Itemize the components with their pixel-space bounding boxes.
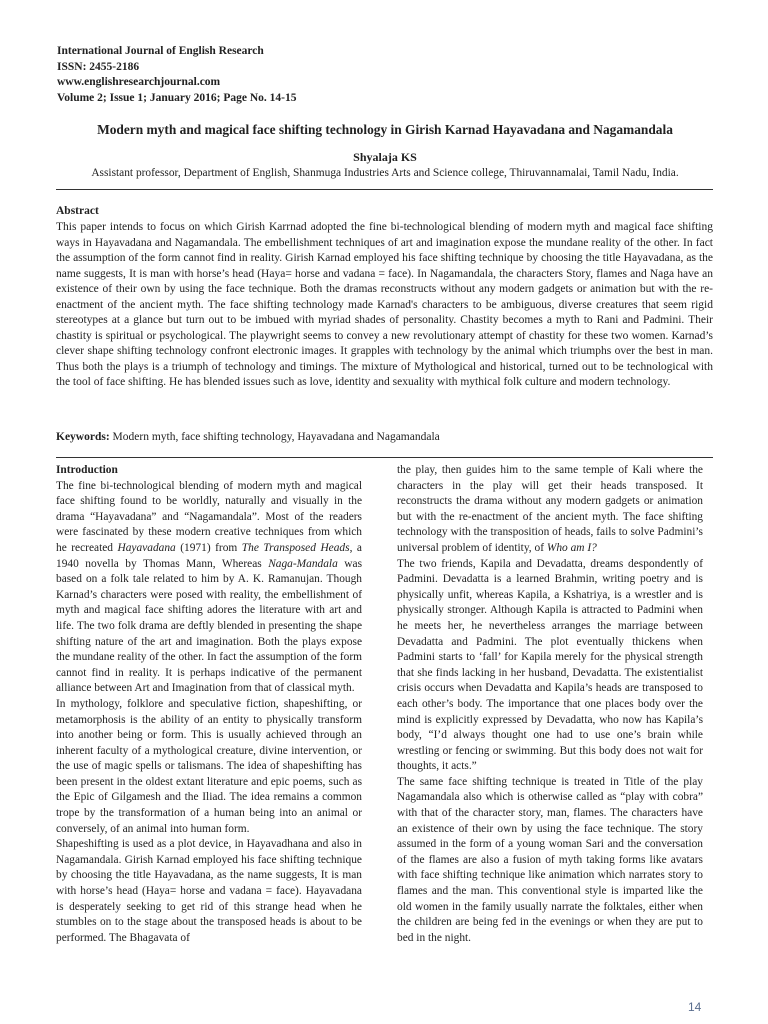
- keywords-label: Keywords:: [56, 431, 110, 443]
- keywords-text: Modern myth, face shifting technology, Hayavadana and Nagamandala: [112, 431, 440, 443]
- journal-website: www.englishresearchjournal.com: [57, 76, 221, 88]
- body-column-left: [56, 463, 362, 946]
- abstract-text: This paper intends to focus on which Girish Karrnad adopted the fine bi-technological blending of modern myth and magical face shifting ways in Hayavadana and Nagamandala. The embellishment techniques of art and imagination expose the mundane reality of the other. In fact the assumption of the form cannot find in reality. Girish Karnad employed his face shifting technique by choosing the title Hayavadana, as the name suggests, It is man with horse’s head (Haya= horse and vadana = face). In Nagamandala, the characters Story, flames and Naga have an existence of their own by using the face technique. Both the dramas reconstructs without any modern gadgets or animation but with the re-enactment of the ancient myth. The face shifting technology made Karnad's characters to be ambiguous, diverse creatures that seem rigid stereotypes at a glance but turn out to be imbued with myriad shades of personality. Chastity becomes a myth to Rani and Padmini. Their chastity is spiritual or psychological. The playwright seems to convey a new revolutionary attempt of chastity for these two women. Karnad’s clever shape shifting technology confront electronic images. It grapples with technology by the animal which triumphs over the best in man. Thus both the plays is a triumph of technology and timings. The mixture of Mythological and historical, turned out to be technological with the tool of face shifting. He has blended issues such as love, identity and sexuality with mythical folk culture and modern technology.: [56, 221, 713, 388]
- abstract-heading: Abstract: [56, 205, 99, 217]
- paper-title: Modern myth and magical face shifting technology in Girish Karnad Hayavadana and Nagamandala: [97, 122, 673, 137]
- keywords: [56, 430, 713, 446]
- page-number: 14: [688, 1000, 702, 1014]
- journal-name: International Journal of English Research: [57, 45, 264, 57]
- intro-paragraph-3: Shapeshifting is used as a plot device, in Hayavadhana and also in Nagamandala. Girish Karnad employed his face shifting technique by choosing the title Hayavadana, as the name suggests, It is man with horse’s head (Haya= horse and vadana = face). Hayavadana is desperately seeking to get rid of this strange head when he stumbles on to the stage about the transposed heads is about to be performed. The Bhagavata of: [56, 838, 362, 944]
- journal-header: [57, 44, 296, 106]
- intro-paragraph-4: the play, then guides him to the same temple of Kali where the characters in the play will get their heads transposed. It reconstructs the drama without any modern gadgets or animation but with the re-enactment of the ancient myth. The face shifting technology with the transposition of heads, fails to solve Padmini’s universal problem of identity, of Who am I?: [397, 464, 703, 554]
- divider-bottom: [56, 457, 713, 458]
- journal-volume: Volume 2; Issue 1; January 2016; Page No. 14-15: [57, 91, 297, 104]
- journal-issn: ISSN: 2455-2186: [57, 60, 140, 73]
- intro-paragraph-6: The same face shifting technique is treated in Title of the play Nagamandala also which is otherwise called as “play with cobra” with that of the character story, man, flames. The characters have an existence of their own by using the face technique. The story assumed in the form of a young woman Sari and the conversation of the flames are also a fusion of myth taking forms like avatars with face shifting technique like animation which narrates story to flames and the man. This conventional style is imparted like the old women in the family usually narrate the folktales, either when the children are being fed in the evenings or when they are put to bed in the night.: [397, 775, 703, 944]
- divider-top: [56, 189, 713, 190]
- intro-paragraph-5: The two friends, Kapila and Devadatta, dreams despondently of Padmini. Devadatta is a learned Brahmin, writing poetry and is physically unfit, whereas Kapila, a Kshatriya, is a wrestler and is physically stronger. Although Kapila is attracted to Padmini when he meets her, he nevertheless arranges the marriage between Devadatta and Padmini. The plot eventually thickens when Padmini starts to ‘fall’ for Kapila merely for the physical strength that she finds lacking in her husband, Devadatta. The existentialist crisis occurs when Devadatta and Kapila’s heads are transposed to each other’s body. The importance that one places body over the mind is explicitly expressed by Devadatta, who now has Kapila’s body, “I’d always thought one had to use one’s brain while wrestling or fencing or swimming. But this body does not wait for thoughts, it acts.”: [397, 557, 703, 773]
- body-column-right: [397, 463, 703, 946]
- intro-paragraph-1: The fine bi-technological blending of modern myth and magical face shifting found to be worldly, naturally and visually in the drama “Hayavadana” and “Nagamandala”. Most of the readers were fascinated by these modern creative techniques from which he recreated Hayavadana (1971) from The Transposed Heads, a 1940 novella by Thomas Mann, Whereas Naga-Mandala was based on a folk tale related to him by A. K. Ramanujan. Though Karnad’s characters were posed with reality, the embellishment of myth and magical face shifting adores the literature with art and life. The two folk drama are deftly blended in presenting the shape shifting nature of the art and imagination. Both the plays expose the mundane reality of the other. In fact the assumption of the form cannot find in reality. It is perhaps indicative of the permanent alliance between Art and Imagination from that of classical myth.: [56, 479, 362, 695]
- intro-paragraph-2: In mythology, folklore and speculative fiction, shapeshifting, or metamorphosis is the ability of an entity to physically transform into another being or form. This is usually achieved through an inherent faculty of a mythological creature, divine intervention, or the use of magic spells or talismans. The idea of shapeshifting has been present in the oldest extant literature and epic poems, such as the Epic of Gilgamesh and the Iliad. The idea remains a common trope by the transformation of a human being into an animal or conversely, of an animal into human form.: [56, 697, 362, 835]
- author-affiliation: Assistant professor, Department of English, Shanmuga Industries Arts and Science college, Thiruvannamalai, Tamil Nadu, India.: [91, 167, 679, 179]
- author-name: Shyalaja KS: [353, 150, 417, 164]
- introduction-heading: Introduction: [56, 464, 118, 476]
